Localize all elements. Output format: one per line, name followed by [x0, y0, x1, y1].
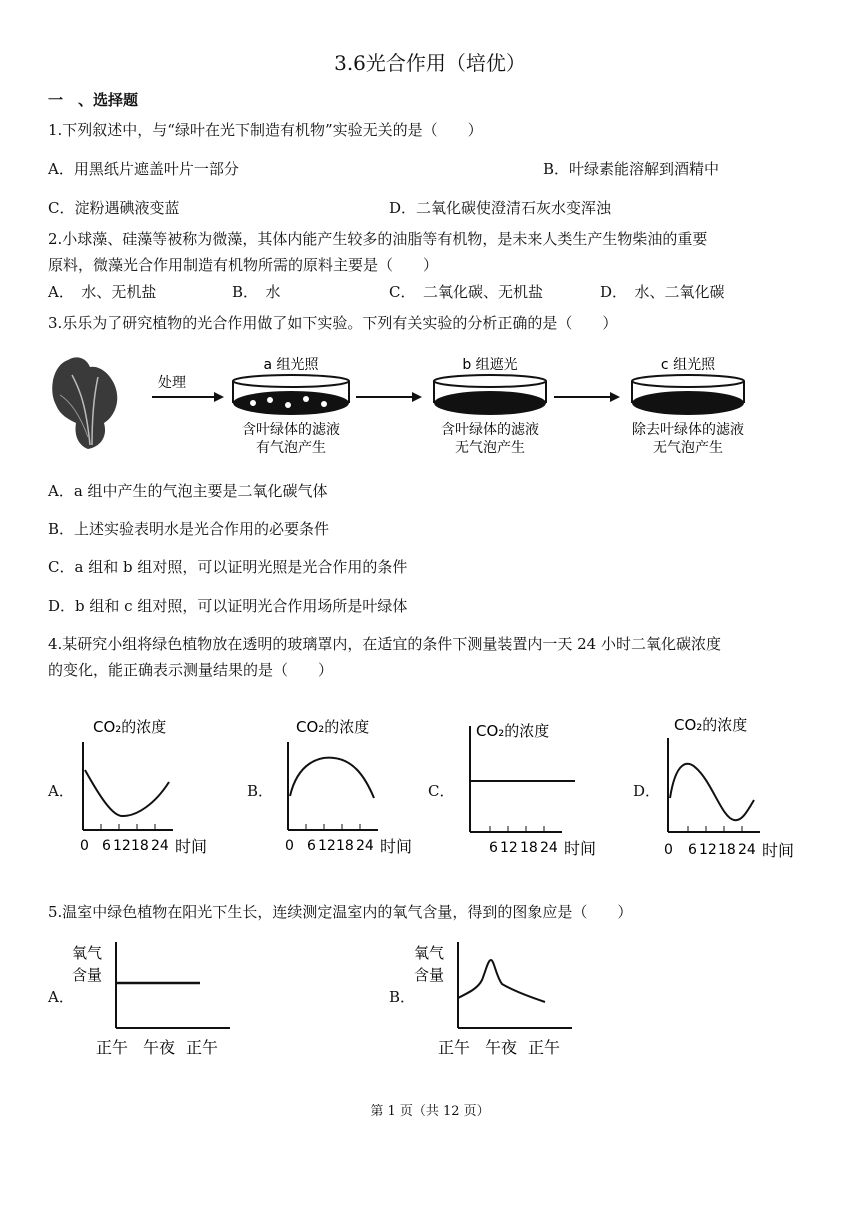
- tick-label: 正午: [528, 1038, 561, 1057]
- tick-label: 6: [489, 840, 498, 856]
- q3-option-c[interactable]: C．a 组和 b 组对照，可以证明光照是光合作用的条件: [48, 558, 408, 576]
- q1-option-c[interactable]: C．淀粉遇碘液变蓝: [48, 199, 180, 217]
- dish-b-desc1: 含叶绿体的滤液: [441, 422, 539, 438]
- q5-option-b[interactable]: B．: [389, 988, 416, 1006]
- q4-graph-b: [280, 712, 440, 860]
- q2-stem-line1: 2.小球藻、硅藻等被称为微藻，其体内能产生较多的油脂等有机物，是未来人类生产生物柴油的重要: [48, 230, 708, 248]
- tick-label: 6: [102, 838, 111, 854]
- tick-label: 12: [318, 838, 336, 854]
- q4-option-a[interactable]: A．: [48, 782, 74, 800]
- dish-a-desc2: 有气泡产生: [256, 440, 326, 456]
- tick-label: 24: [356, 838, 374, 854]
- q4-graph-d: [660, 710, 820, 860]
- tick-label: 18: [131, 838, 149, 854]
- tick-label: 12: [500, 840, 518, 856]
- tick-label: 正午: [186, 1038, 219, 1057]
- q2-option-b[interactable]: B． 水: [232, 283, 281, 301]
- q4-stem-line1: 4.某研究小组将绿色植物放在透明的玻璃罩内，在适宜的条件下测量装置内一天 24 小时二氧化碳浓度: [48, 635, 721, 653]
- q5-option-a[interactable]: A．: [48, 988, 74, 1006]
- arrow-icon: [152, 392, 224, 402]
- tick-label: 正午: [438, 1038, 471, 1057]
- q3-experiment-figure: [48, 345, 778, 465]
- dish-b-label: b 组遮光: [462, 357, 518, 373]
- q5-graph-b: [412, 936, 582, 1062]
- arrow-icon: [356, 392, 422, 402]
- q4-graph-a: [75, 712, 235, 860]
- page-footer: 第 1 页（共 12 页）: [370, 1104, 490, 1119]
- tick-label: 18: [520, 840, 538, 856]
- tick-label: 6: [307, 838, 316, 854]
- graph-y-label: CO₂的浓度: [93, 718, 167, 736]
- graph-y-label: CO₂的浓度: [674, 716, 748, 734]
- dish-c-label: c 组光照: [660, 357, 716, 373]
- tick-label: 24: [151, 838, 169, 854]
- graph-y-label: CO₂的浓度: [296, 718, 370, 736]
- q4-option-d[interactable]: D．: [633, 782, 661, 800]
- dish-c-desc2: 无气泡产生: [653, 440, 723, 456]
- tick-label: 午夜: [143, 1038, 176, 1057]
- q5-graph-a: [70, 936, 240, 1062]
- q2-option-c[interactable]: C． 二氧化碳、无机盐: [389, 283, 543, 301]
- page-title: 3.6光合作用（培优）: [334, 51, 526, 75]
- q4-stem-line2: 的变化，能正确表示测量结果的是（ ）: [48, 661, 334, 679]
- graph-x-label: 时间: [175, 837, 208, 856]
- q4-option-b[interactable]: B．: [247, 782, 274, 800]
- dish-b: [434, 356, 546, 456]
- q1-option-a[interactable]: A．用黑纸片遮盖叶片一部分: [48, 160, 239, 178]
- section-heading: 一 、选择题: [48, 91, 139, 109]
- q3-stem: 3.乐乐为了研究植物的光合作用做了如下实验。下列有关实验的分析正确的是（ ）: [48, 314, 618, 332]
- graph-x-label: 时间: [564, 839, 597, 858]
- process-label: 处理: [158, 375, 186, 391]
- graph-y-label: 含量: [414, 966, 445, 984]
- q2-option-d[interactable]: D． 水、二氧化碳: [600, 283, 725, 301]
- tick-label: 12: [699, 842, 717, 858]
- tick-label: 0: [664, 842, 673, 858]
- graph-y-label: 含量: [72, 966, 103, 984]
- tick-label: 18: [336, 838, 354, 854]
- q3-option-b[interactable]: B．上述实验表明水是光合作用的必要条件: [48, 520, 330, 538]
- tick-label: 0: [80, 838, 89, 854]
- dish-c: [632, 356, 744, 456]
- q2-option-a[interactable]: A． 水、无机盐: [48, 283, 157, 301]
- q1-stem: 1.下列叙述中，与“绿叶在光下制造有机物”实验无关的是（ ）: [48, 121, 483, 139]
- tick-label: 0: [285, 838, 294, 854]
- tick-label: 24: [738, 842, 756, 858]
- plant-illustration: [52, 357, 117, 449]
- tick-label: 24: [540, 840, 558, 856]
- dish-a-label: a 组光照: [263, 357, 319, 373]
- q4-graph-c: [462, 712, 622, 860]
- q1-option-b[interactable]: B．叶绿素能溶解到酒精中: [543, 160, 720, 178]
- q2-stem-line2: 原料，微藻光合作用制造有机物所需的原料主要是（ ）: [48, 256, 439, 274]
- q4-option-c[interactable]: C．: [428, 782, 455, 800]
- graph-y-label: 氧气: [414, 944, 445, 962]
- q3-option-a[interactable]: A．a 组中产生的气泡主要是二氧化碳气体: [48, 482, 328, 500]
- graph-y-label: CO₂的浓度: [476, 722, 550, 740]
- q5-stem: 5.温室中绿色植物在阳光下生长，连续测定温室内的氧气含量，得到的图象应是（ ）: [48, 903, 633, 921]
- graph-x-label: 时间: [380, 837, 413, 856]
- dish-b-desc2: 无气泡产生: [455, 440, 525, 456]
- graph-y-label: 氧气: [72, 944, 103, 962]
- tick-label: 6: [688, 842, 697, 858]
- graph-x-label: 时间: [762, 841, 795, 860]
- arrow-icon: [554, 392, 620, 402]
- tick-label: 12: [113, 838, 131, 854]
- dish-a: [233, 356, 349, 456]
- tick-label: 正午: [96, 1038, 129, 1057]
- dish-a-desc1: 含叶绿体的滤液: [242, 422, 340, 438]
- tick-label: 18: [718, 842, 736, 858]
- q3-option-d[interactable]: D．b 组和 c 组对照，可以证明光合作用场所是叶绿体: [48, 597, 408, 615]
- dish-c-desc1: 除去叶绿体的滤液: [632, 422, 744, 438]
- q1-option-d[interactable]: D．二氧化碳使澄清石灰水变浑浊: [389, 199, 612, 217]
- tick-label: 午夜: [485, 1038, 518, 1057]
